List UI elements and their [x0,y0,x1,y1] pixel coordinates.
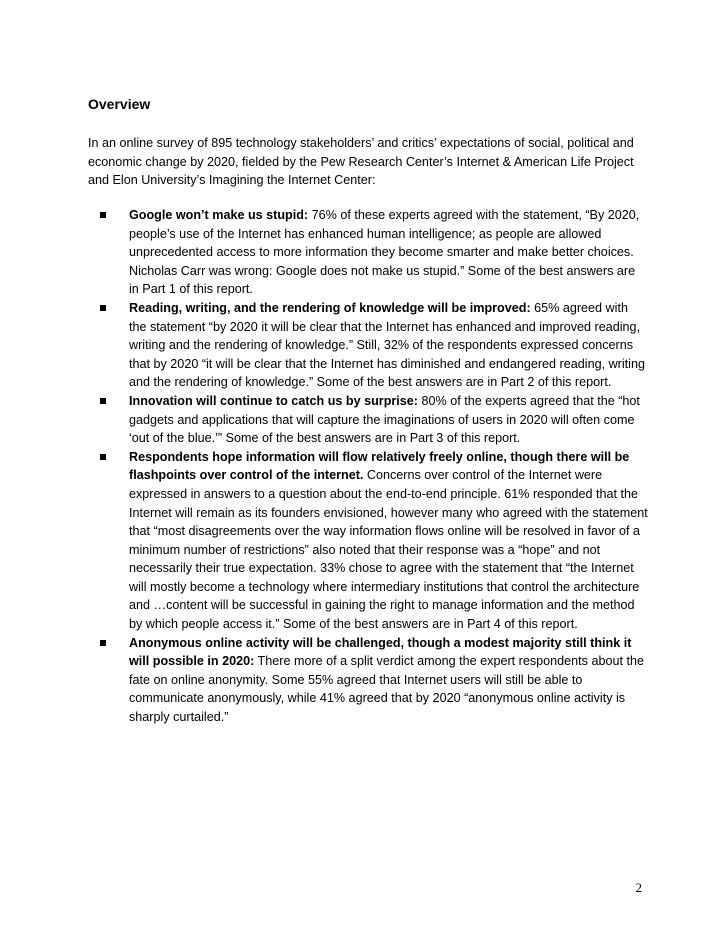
finding-text: 65% agreed with the statement “by 2020 it will be clear that the Internet has enhanced and improved reading, writing and the rendering of knowledge.” Still, 32% of the respondents expressed concerns that by 2020 “it will be clear that the Internet has diminished and endangered reading, writing and the rendering of knowledge.” Some of the best answers are in Part 2 of this report. [129,300,645,390]
finding-text: 76% of these experts agreed with the statement, “By 2020, people’s use of the Internet has enhanced human intelligence; as people are allowed unprecedented access to more information they become smarter and make better choices. Nicholas Carr was wrong: Google does not make us stupid.” Some of the best answers are in Part 1 of this report. [129,208,640,297]
finding-lead: Respondents hope information will flow relatively freely online, though there will be flashpoints over control of the internet. [129,449,630,483]
list-item [100,206,648,299]
section-heading: Overview [88,96,151,112]
finding-text: 80% of the experts agreed that the “hot gadgets and applications that will capture the imaginations of users in 2020 will often come ‘out of the blue.’” Some of the best answers are in Part 3 of this report. [129,393,640,446]
finding-lead: Anonymous online activity will be challenged, though a modest majority still think it will possible in 2020: [129,635,632,669]
finding-text: There more of a split verdict among the expert respondents about the fate on online anonymity. Some 55% agreed that Internet users will still be able to communicate anonymously, while 41% agreed that by 2020 “anonymous online activity is sharply curtailed.” [129,654,644,725]
intro-paragraph: In an online survey of 895 technology stakeholders’ and critics’ expectations of social, political and economic change by 2020, fielded by the Pew Research Center’s Internet & American Life Project and Elon University’s Imagining the Internet Center: [88,136,634,188]
square-bullet-icon [100,640,106,646]
square-bullet-icon [100,398,106,404]
square-bullet-icon [100,305,106,311]
square-bullet-icon [100,212,106,218]
finding-lead: Reading, writing, and the rendering of knowledge will be improved: [129,300,531,315]
list-item [100,392,648,448]
page-number: 2 [635,880,642,895]
finding-text: Concerns over control of the Internet were expressed in answers to a question about the end-to-end principle. 61% responded that the Internet will remain as its founders envisioned, however many who agreed with the statement that “most disagreements over the way information flows online will be resolved in favor of a minimum number of restrictions” also noted that their response was a “hope” and not necessarily their true expectation. 33% chose to agree with the statement that “the Internet will mostly become a technology where intermediary institutions that control the architecture and …content will be successful in gaining the right to manage information and the method by which people access it.” Some of the best answers are in Part 4 of this report. [129,468,648,632]
list-item [100,299,648,392]
square-bullet-icon [100,454,106,460]
findings-list [100,206,648,727]
list-item [100,448,648,634]
finding-lead: Google won’t make us stupid: [129,208,309,222]
finding-lead: Innovation will continue to catch us by surprise: [129,393,418,408]
list-item [100,634,648,727]
